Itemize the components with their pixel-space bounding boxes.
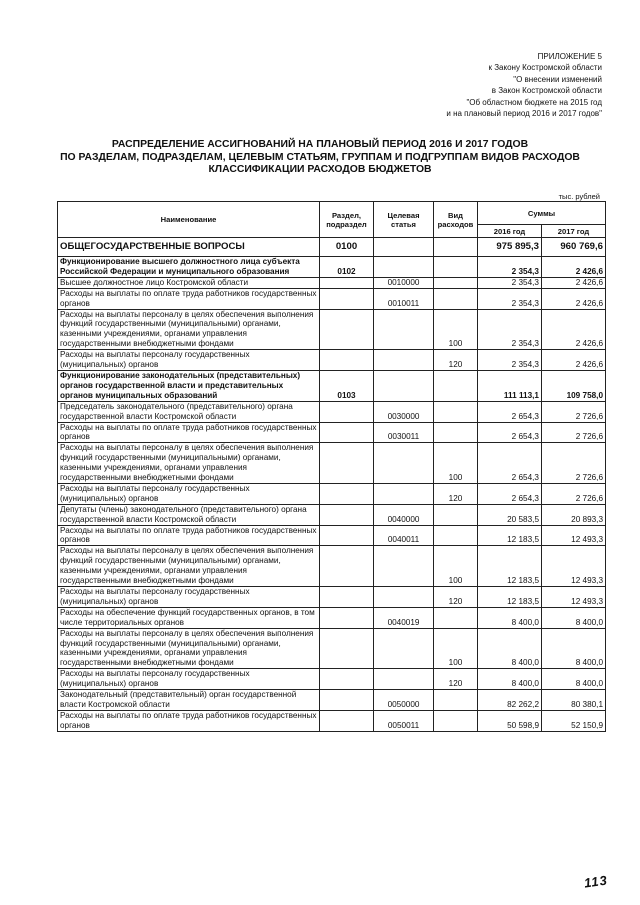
row-section-cell: [320, 546, 374, 587]
header-2017: 2017 год: [542, 225, 606, 238]
row-2017-cell: 2 426,6: [542, 309, 606, 350]
row-2017-cell: 20 893,3: [542, 504, 606, 525]
header-2016: 2016 год: [478, 225, 542, 238]
appendix-line: в Закон Костромской области: [491, 86, 602, 96]
appendix-header: [446, 51, 602, 119]
table-body: [58, 238, 606, 732]
table-row: [58, 238, 606, 257]
header-target: Целевая статья: [374, 202, 434, 238]
table-row: [58, 370, 606, 401]
row-target-cell: 0030011: [374, 422, 434, 443]
table-row: [58, 607, 606, 628]
row-2017-cell: 2 426,6: [542, 350, 606, 371]
table-row: [58, 525, 606, 546]
row-2016-cell: 2 354,3: [478, 257, 542, 278]
row-target-cell: 0040011: [374, 525, 434, 546]
row-type-cell: [434, 422, 478, 443]
row-section-cell: [320, 483, 374, 504]
row-name-cell: Расходы на обеспечение функций государственных органов, в том числе территориальных органов: [58, 607, 320, 628]
row-section-cell: [320, 587, 374, 608]
appendix-line: ПРИЛОЖЕНИЕ 5: [537, 52, 602, 61]
row-name-cell: Расходы на выплаты персоналу в целях обеспечения выполнения функций государственными (муниципальными) органами, казенными учреждениями, органами управления государственными внебюджетными фондами: [58, 309, 320, 350]
appendix-line: к Закону Костромской области: [488, 63, 602, 73]
row-2017-cell: 2 726,6: [542, 443, 606, 484]
row-section-cell: [320, 525, 374, 546]
row-type-cell: 100: [434, 546, 478, 587]
row-target-cell: [374, 238, 434, 257]
page-number: 113: [583, 872, 609, 891]
row-target-cell: 0030000: [374, 401, 434, 422]
row-name-cell: Расходы на выплаты персоналу государственных (муниципальных) органов: [58, 350, 320, 371]
table-row: [58, 546, 606, 587]
title-line: КЛАССИФИКАЦИИ РАСХОДОВ БЮДЖЕТОВ: [208, 164, 432, 175]
row-2017-cell: 2 426,6: [542, 277, 606, 288]
units-label: тыс. рублей: [558, 192, 600, 201]
row-section-cell: [320, 607, 374, 628]
table-row: [58, 443, 606, 484]
row-type-cell: 120: [434, 587, 478, 608]
row-target-cell: [374, 257, 434, 278]
row-target-cell: 0010000: [374, 277, 434, 288]
title-line: ПО РАЗДЕЛАМ, ПОДРАЗДЕЛАМ, ЦЕЛЕВЫМ СТАТЬЯМ, ГРУППАМ И ПОДГРУППАМ ВИДОВ РАСХОДОВ: [60, 151, 580, 163]
table-row: [58, 690, 606, 711]
row-type-cell: [434, 257, 478, 278]
appendix-line: и на плановый период 2016 и 2017 годов": [446, 109, 602, 119]
row-2016-cell: 8 400,0: [478, 607, 542, 628]
row-2017-cell: 2 426,6: [542, 288, 606, 309]
row-section-cell: [320, 288, 374, 309]
row-type-cell: 100: [434, 309, 478, 350]
table-row: [58, 350, 606, 371]
row-name-cell: Расходы на выплаты персоналу государственных (муниципальных) органов: [58, 483, 320, 504]
row-target-cell: 0050000: [374, 690, 434, 711]
row-target-cell: [374, 546, 434, 587]
row-type-cell: [434, 525, 478, 546]
row-2016-cell: 2 354,3: [478, 288, 542, 309]
row-2017-cell: 2 726,6: [542, 483, 606, 504]
table-row: [58, 710, 606, 731]
row-type-cell: [434, 401, 478, 422]
row-2017-cell: 8 400,0: [542, 607, 606, 628]
row-target-cell: [374, 309, 434, 350]
table-row: [58, 309, 606, 350]
row-section-cell: 0103: [320, 370, 374, 401]
row-2017-cell: 109 758,0: [542, 370, 606, 401]
row-type-cell: [434, 690, 478, 711]
row-type-cell: [434, 277, 478, 288]
row-section-cell: [320, 628, 374, 669]
row-name-cell: Высшее должностное лицо Костромской области: [58, 277, 320, 288]
document-title: [30, 139, 610, 177]
row-2016-cell: 2 354,3: [478, 309, 542, 350]
table-row: [58, 257, 606, 278]
appendix-line: "О внесении изменений: [513, 74, 602, 84]
row-2016-cell: 12 183,5: [478, 587, 542, 608]
row-name-cell: Функционирование законодательных (представительных) органов государственной власти и представительных органов муниципальных образований: [58, 370, 320, 401]
row-2016-cell: 8 400,0: [478, 669, 542, 690]
row-type-cell: [434, 288, 478, 309]
row-type-cell: [434, 710, 478, 731]
row-name-cell: Расходы на выплаты персоналу государственных (муниципальных) органов: [58, 669, 320, 690]
row-2016-cell: 2 654,3: [478, 422, 542, 443]
row-name-cell: Расходы на выплаты персоналу в целях обеспечения выполнения функций государственными (муниципальными) органами, казенными учреждениями, органами управления государственными внебюджетными фондами: [58, 443, 320, 484]
row-name-cell: Законодательный (представительный) орган государственной власти Костромской области: [58, 690, 320, 711]
row-target-cell: [374, 483, 434, 504]
row-2016-cell: 20 583,5: [478, 504, 542, 525]
row-target-cell: [374, 628, 434, 669]
row-2016-cell: 2 354,3: [478, 277, 542, 288]
row-2016-cell: 2 354,3: [478, 350, 542, 371]
row-2016-cell: 975 895,3: [478, 238, 542, 257]
row-name-cell: Расходы на выплаты персоналу в целях обеспечения выполнения функций государственными (муниципальными) органами, казенными учреждениями, органами управления государственными внебюджетными фондами: [58, 546, 320, 587]
row-name-cell: Расходы на выплаты по оплате труда работников государственных органов: [58, 288, 320, 309]
row-target-cell: 0040019: [374, 607, 434, 628]
table-row: [58, 628, 606, 669]
row-section-cell: [320, 504, 374, 525]
row-name-cell: Функционирование высшего должностного лица субъекта Российской Федерации и муниципального образования: [58, 257, 320, 278]
row-2016-cell: 12 183,5: [478, 525, 542, 546]
row-type-cell: 100: [434, 628, 478, 669]
row-section-cell: 0102: [320, 257, 374, 278]
row-section-cell: [320, 710, 374, 731]
header-type: Вид расходов: [434, 202, 478, 238]
row-section-cell: 0100: [320, 238, 374, 257]
row-section-cell: [320, 277, 374, 288]
row-section-cell: [320, 669, 374, 690]
row-2017-cell: 12 493,3: [542, 587, 606, 608]
row-type-cell: [434, 504, 478, 525]
title-line: РАСПРЕДЕЛЕНИЕ АССИГНОВАНИЙ НА ПЛАНОВЫЙ ПЕРИОД 2016 И 2017 ГОДОВ: [111, 139, 529, 150]
table-row: [58, 504, 606, 525]
row-2017-cell: 2 726,6: [542, 401, 606, 422]
row-name-cell: Председатель законодательного (представительного) органа государственной власти Костромской области: [58, 401, 320, 422]
row-name-cell: Расходы на выплаты по оплате труда работников государственных органов: [58, 422, 320, 443]
row-type-cell: [434, 238, 478, 257]
row-name-cell: Расходы на выплаты персоналу государственных (муниципальных) органов: [58, 587, 320, 608]
row-name-cell: ОБЩЕГОСУДАРСТВЕННЫЕ ВОПРОСЫ: [58, 238, 320, 257]
row-target-cell: [374, 350, 434, 371]
row-2017-cell: 960 769,6: [542, 238, 606, 257]
row-2016-cell: 8 400,0: [478, 628, 542, 669]
budget-table: [57, 201, 606, 732]
row-name-cell: Расходы на выплаты персоналу в целях обеспечения выполнения функций государственными (муниципальными) органами, казенными учреждениями, органами управления государственными внебюджетными фондами: [58, 628, 320, 669]
row-2017-cell: 2 726,6: [542, 422, 606, 443]
table-row: [58, 277, 606, 288]
row-2017-cell: 8 400,0: [542, 628, 606, 669]
row-2016-cell: 2 654,3: [478, 443, 542, 484]
table-row: [58, 587, 606, 608]
row-2017-cell: 52 150,9: [542, 710, 606, 731]
header-name: Наименование: [58, 202, 320, 238]
row-name-cell: Расходы на выплаты по оплате труда работников государственных органов: [58, 525, 320, 546]
row-2017-cell: 12 493,3: [542, 546, 606, 587]
row-section-cell: [320, 422, 374, 443]
row-name-cell: Расходы на выплаты по оплате труда работников государственных органов: [58, 710, 320, 731]
appendix-line: "Об областном бюджете на 2015 год: [466, 97, 602, 107]
row-name-cell: Депутаты (члены) законодательного (представительного) органа государственной власти Костромской области: [58, 504, 320, 525]
row-type-cell: [434, 607, 478, 628]
table-row: [58, 422, 606, 443]
row-section-cell: [320, 350, 374, 371]
row-2017-cell: 2 426,6: [542, 257, 606, 278]
row-target-cell: 0010011: [374, 288, 434, 309]
header-section: Раздел, подраздел: [320, 202, 374, 238]
row-target-cell: 0040000: [374, 504, 434, 525]
row-2017-cell: 80 380,1: [542, 690, 606, 711]
table-row: [58, 669, 606, 690]
row-type-cell: [434, 370, 478, 401]
row-type-cell: 120: [434, 669, 478, 690]
row-section-cell: [320, 690, 374, 711]
row-2016-cell: 2 654,3: [478, 401, 542, 422]
row-2016-cell: 82 262,2: [478, 690, 542, 711]
table-row: [58, 288, 606, 309]
header-sums: Суммы: [478, 202, 606, 225]
row-2017-cell: 12 493,3: [542, 525, 606, 546]
row-section-cell: [320, 401, 374, 422]
row-2016-cell: 50 598,9: [478, 710, 542, 731]
row-section-cell: [320, 309, 374, 350]
row-2017-cell: 8 400,0: [542, 669, 606, 690]
row-2016-cell: 2 654,3: [478, 483, 542, 504]
row-section-cell: [320, 443, 374, 484]
row-target-cell: [374, 370, 434, 401]
row-type-cell: 120: [434, 350, 478, 371]
table-row: [58, 401, 606, 422]
row-target-cell: [374, 443, 434, 484]
row-2016-cell: 12 183,5: [478, 546, 542, 587]
row-target-cell: [374, 669, 434, 690]
row-2016-cell: 111 113,1: [478, 370, 542, 401]
row-type-cell: 100: [434, 443, 478, 484]
row-type-cell: 120: [434, 483, 478, 504]
table-row: [58, 483, 606, 504]
row-target-cell: 0050011: [374, 710, 434, 731]
row-target-cell: [374, 587, 434, 608]
